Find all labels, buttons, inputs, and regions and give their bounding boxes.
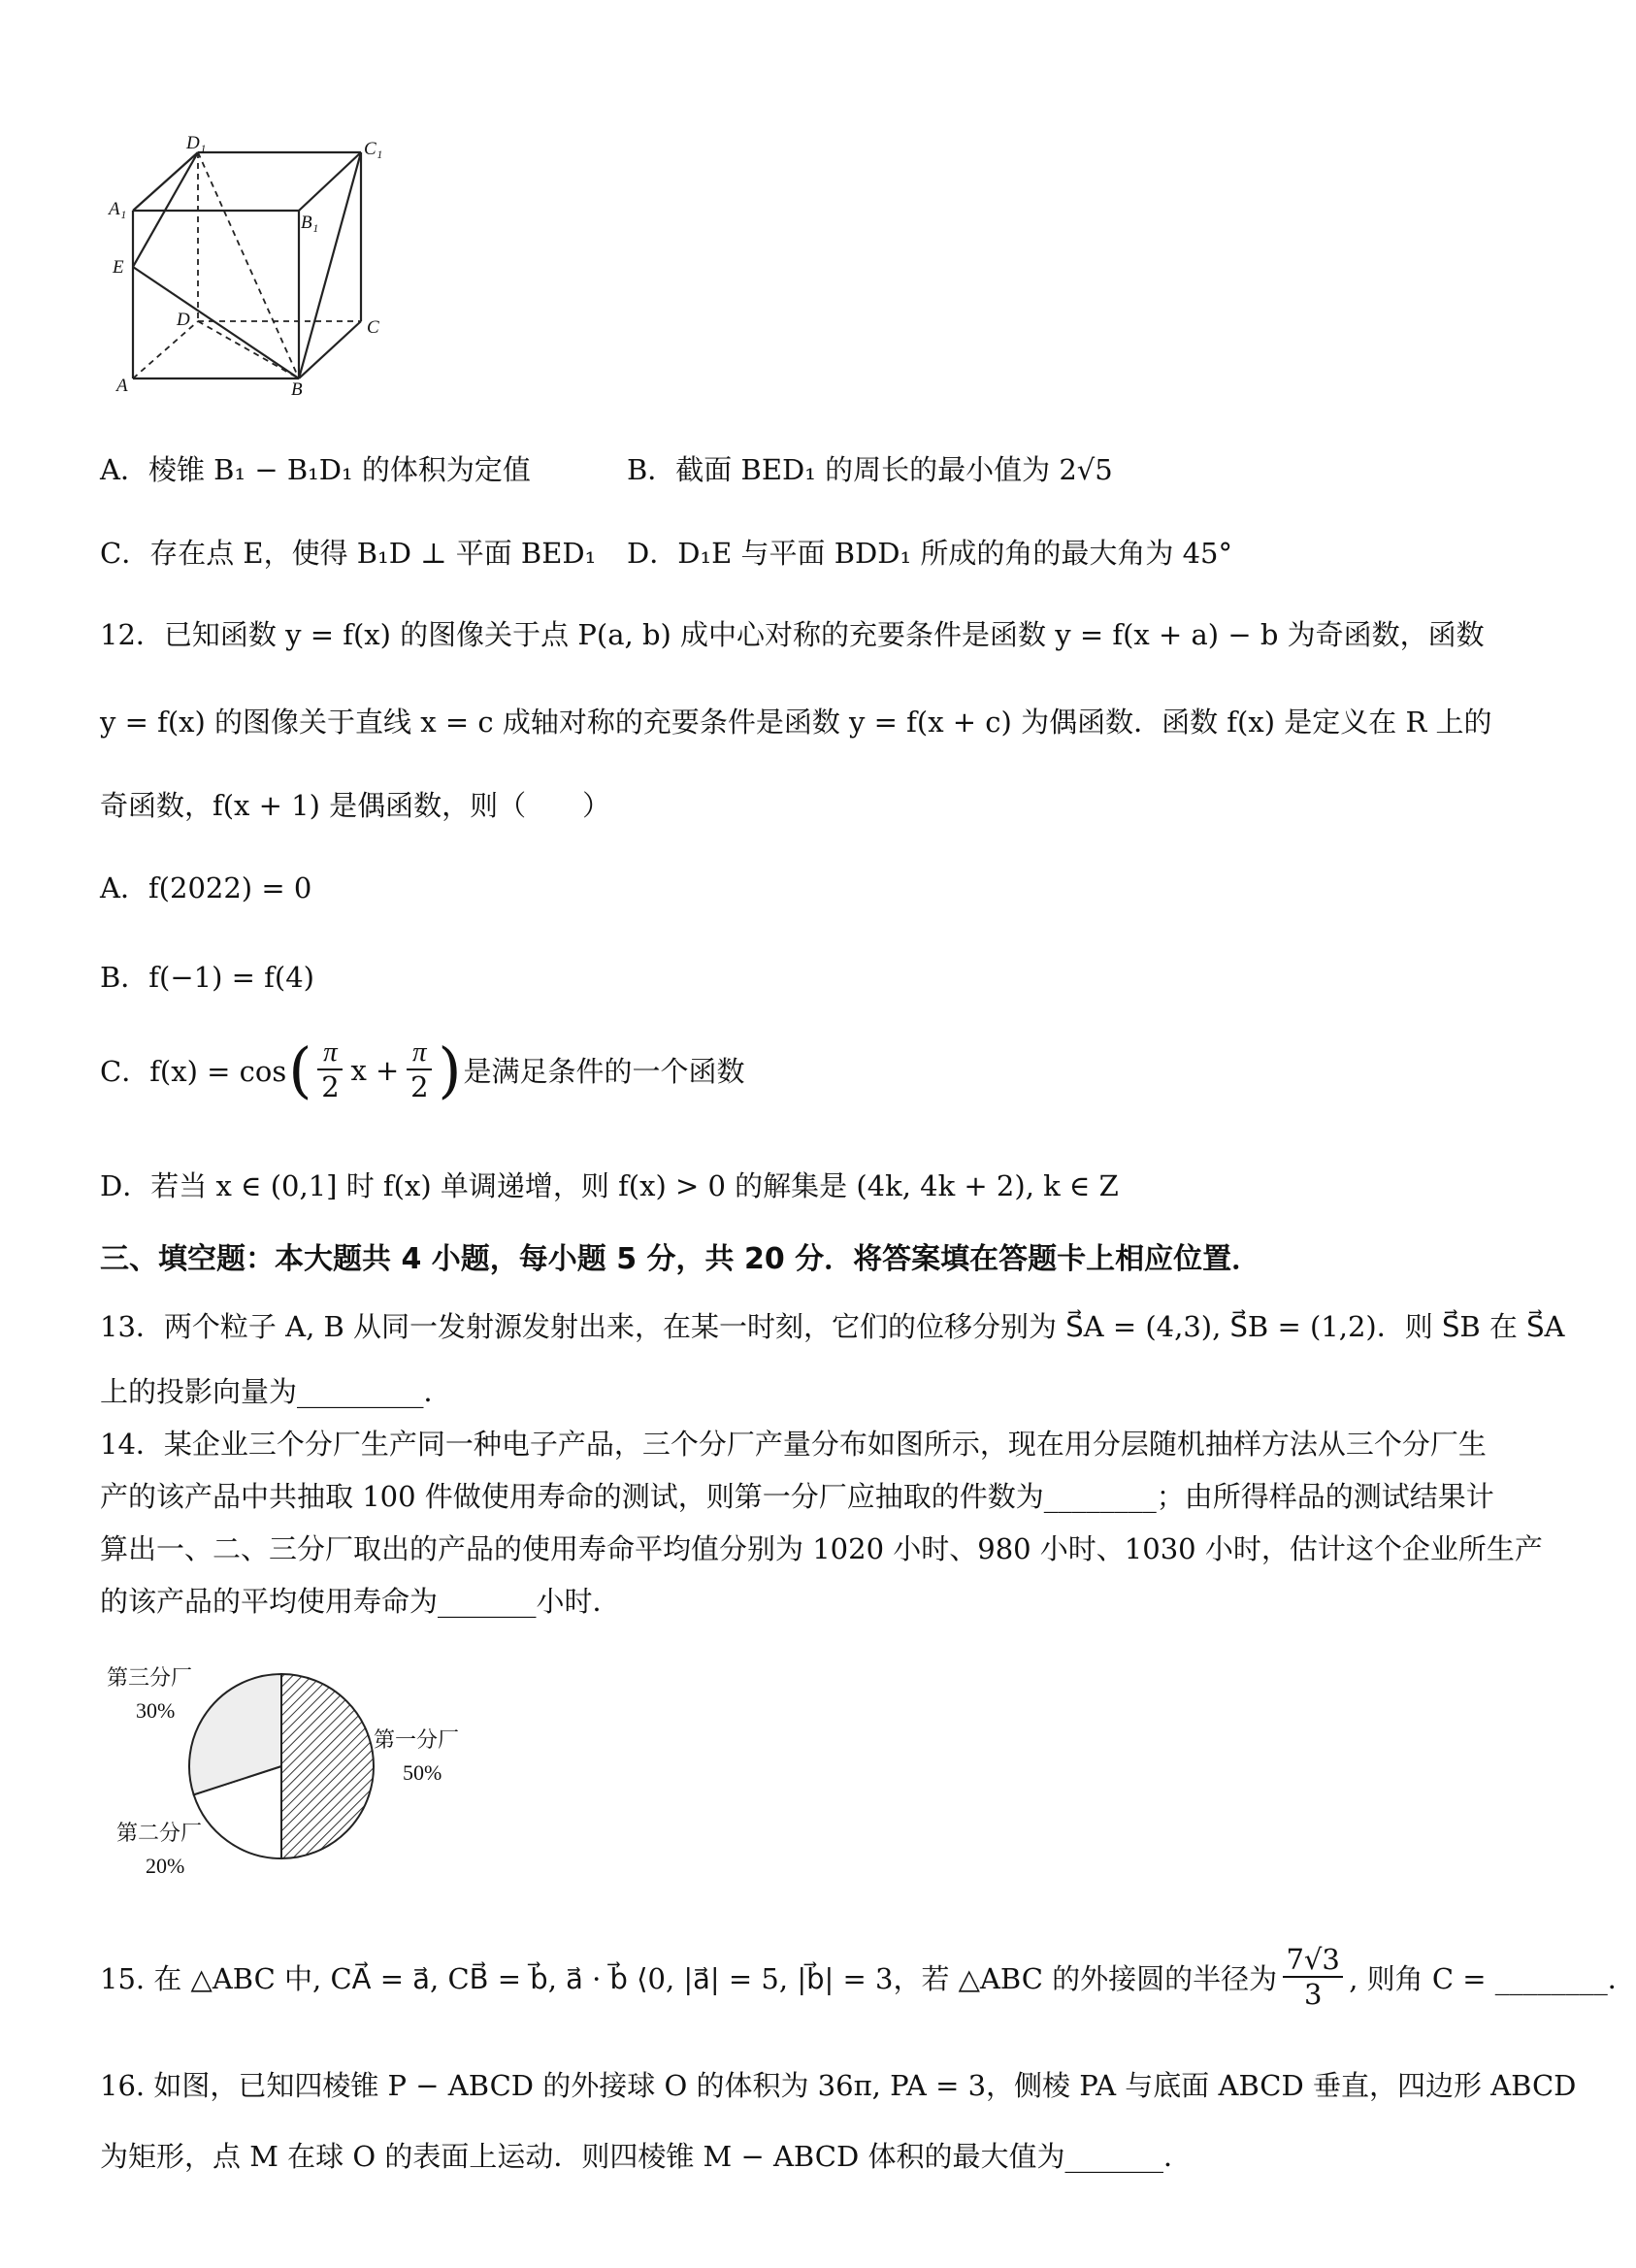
q12-line-1: 12．已知函数 y = f(x) 的图像关于点 P(a, b) 成中心对称的充要条件是函数 y = f(x + a) − b 为奇函数，函数 (100, 618, 1485, 651)
q12-option-c-paren-open: ( (288, 1034, 312, 1105)
label-A: A (116, 376, 128, 396)
q12-line-2: y = f(x) 的图像关于直线 x = c 成轴对称的充要条件是函数 y = f(x + c) 为偶函数．函数 f(x) 是定义在 R 上的 (100, 706, 1492, 739)
label-B: B (291, 379, 303, 400)
q12-option-c-suffix: 是满足条件的一个函数 (463, 1055, 745, 1088)
q15-fraction (1283, 1943, 1343, 2011)
q12-option-c (100, 1036, 745, 1103)
q13-line-2: 上的投影向量为_________． (100, 1375, 452, 1408)
q12-option-d: D．若当 x ∈ (0,1] 时 f(x) 单调递增，则 f(x) > 0 的解集是 (4k, 4k + 2), k ∈ Z (100, 1169, 1119, 1202)
pie-pct-second: 20% (146, 1854, 185, 1878)
pie-chart (97, 1650, 505, 1883)
q11-option-b: B．截面 BED₁ 的周长的最小值为 2√5 (627, 453, 1113, 486)
q13-line-1: 13．两个粒子 A, B 从同一发射源发射出来，在某一时刻，它们的位移分别为 S⃗A = (4,3), S⃗B = (1,2)．则 S⃗B 在 S⃗A (100, 1310, 1565, 1343)
label-D: D (177, 310, 190, 330)
q11-option-d: D．D₁E 与平面 BDD₁ 所成的角的最大角为 45° (627, 537, 1233, 570)
q11-option-a: A．棱锥 B₁ − B₁D₁ 的体积为定值 (100, 453, 531, 486)
q12-option-c-paren-close: ) (438, 1034, 462, 1105)
pie-pct-first: 50% (403, 1760, 442, 1785)
fraction-2-numerator: π (412, 1036, 427, 1068)
q16-line-2: 为矩形，点 M 在球 O 的表面上运动．则四棱锥 M − ABCD 体积的最大值为_______． (100, 2140, 1192, 2173)
q12-option-c-fraction-1 (317, 1036, 343, 1103)
q12-option-a: A．f(2022) = 0 (100, 871, 312, 904)
label-D1: D₁ (186, 133, 207, 153)
pie-label-third: 第三分厂 (107, 1665, 193, 1690)
q12-option-c-mid: x + (350, 1053, 400, 1087)
q15-fraction-denominator: 3 (1303, 1978, 1323, 2011)
label-C: C (367, 317, 379, 338)
label-A1: A₁ (109, 199, 127, 219)
q12-option-c-fraction-2 (407, 1036, 432, 1103)
q15-suffix: , 则角 C = ________． (1349, 1961, 1636, 1995)
label-B1: B₁ (301, 213, 319, 233)
fraction-2-denominator: 2 (410, 1070, 429, 1103)
q15-prefix: 15. 在 △ABC 中, CA⃗ = a⃗, CB⃗ = b⃗, a⃗ · b⃗ ⟨0, |a⃗| = 5, |b⃗| = 3，若 △ABC 的外接圆的半径为 (100, 1961, 1278, 1995)
cube-figure (97, 131, 408, 403)
fraction-1-numerator: π (323, 1036, 338, 1068)
q16-line-1: 16. 如图，已知四棱锥 P − ABCD 的外接球 O 的体积为 36π, PA = 3，侧棱 PA 与底面 ABCD 垂直，四边形 ABCD (100, 2069, 1577, 2102)
q14-line-2: 产的该产品中共抽取 100 件做使用寿命的测试，则第一分厂应抽取的件数为________；由所得样品的测试结果计 (100, 1480, 1494, 1513)
q15-fraction-numerator: 7√3 (1286, 1943, 1340, 1976)
fraction-1-denominator: 2 (321, 1070, 340, 1103)
label-E: E (113, 257, 124, 278)
section-3-heading: 三、填空题：本大题共 4 小题，每小题 5 分，共 20 分．将答案填在答题卡上相应位置． (100, 1242, 1261, 1276)
q12-option-c-prefix: C．f(x) = cos (100, 1055, 287, 1088)
q11-option-c: C．存在点 E，使得 B₁D ⊥ 平面 BED₁ (100, 537, 597, 570)
pie-label-first: 第一分厂 (374, 1727, 460, 1752)
pie-label-second: 第二分厂 (116, 1821, 203, 1845)
q12-line-3: 奇函数，f(x + 1) 是偶函数，则（ ） (100, 789, 611, 822)
q15 (100, 1943, 1636, 2011)
pie-slice-first-factory (281, 1674, 374, 1858)
label-C1: C₁ (364, 139, 383, 159)
pie-pct-third: 30% (136, 1698, 176, 1723)
q12-option-b: B．f(−1) = f(4) (100, 961, 314, 994)
q14-line-3: 算出一、二、三分厂取出的产品的使用寿命平均值分别为 1020 小时、980 小时、1030 小时，估计这个企业所生产 (100, 1532, 1543, 1565)
q14-line-4: 的该产品的平均使用寿命为_______小时． (100, 1585, 621, 1618)
q14-line-1: 14．某企业三个分厂生产同一种电子产品，三个分厂产量分布如图所示，现在用分层随机抽样方法从三个分厂生 (100, 1428, 1487, 1461)
